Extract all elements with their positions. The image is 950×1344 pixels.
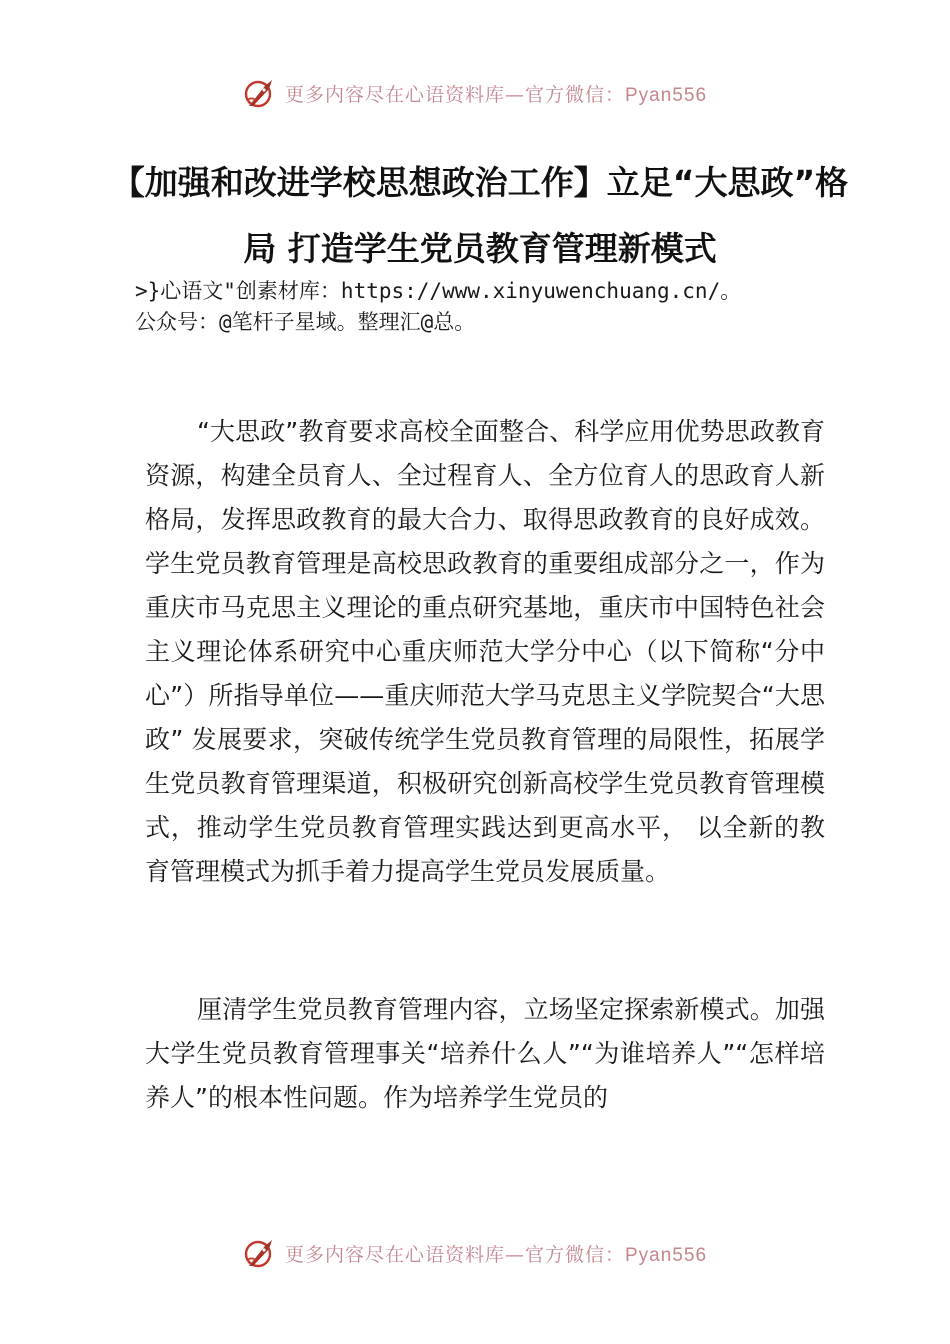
pen-nib-circle-icon (243, 76, 277, 110)
wechat-id: Pyan556 (625, 1244, 708, 1266)
body-paragraph-1: “大思政”教育要求高校全面整合、科学应用优势思政教育资源，构建全员育人、全过程育人、全方位育人的思政育人新格局，发挥思政教育的最大合力、取得思政教育的良好成效。学生党员教育管理是高校思政教育的重要组成部分之一，作为重庆市马克思主义理论的重点研究基地，重庆市中国特色社会主义理论体系研究中心重庆师范大学分中心（以下简称“分中心”）所指导单位——重庆师范大学马克思主义学院契合“大思政” 发展要求，突破传统学生党员教育管理的局限性，拓展学生党员教育管理渠道，积极研究创新高校学生党员教育管理模式，推动学生党员教育管理实践达到更高水平， 以全新的教育管理模式为抓手着力提高学生党员发展质量。 (145, 417, 825, 886)
document-title: 【加强和改进学校思想政治工作】立足“大思政”格局 打造学生党员教育管理新模式 (111, 163, 849, 268)
footer-watermark-banner (0, 1228, 950, 1278)
wechat-id: Pyan556 (625, 84, 708, 106)
watermark-text: 更多内容尽在心语资料库—官方微信：Pyan556 (284, 1243, 708, 1266)
header-watermark-banner (0, 68, 950, 118)
body-paragraph-2: 厘清学生党员教育管理内容，立场坚定探索新模式。加强大学生党员教育管理事关“培养什么人”“为谁培养人”“怎样培养人”的根本性问题。作为培养学生党员的 (145, 995, 825, 1112)
source-info (135, 276, 855, 338)
source-line-website: >}心语文"创素材库：https://www.xinyuwenchuang.cn/。 (135, 279, 742, 303)
watermark-text: 更多内容尽在心语资料库—官方微信：Pyan556 (284, 83, 708, 106)
pen-nib-circle-icon (243, 1236, 277, 1270)
source-line-account: 公众号：@笔杆子星域。整理汇@总。 (135, 310, 476, 334)
